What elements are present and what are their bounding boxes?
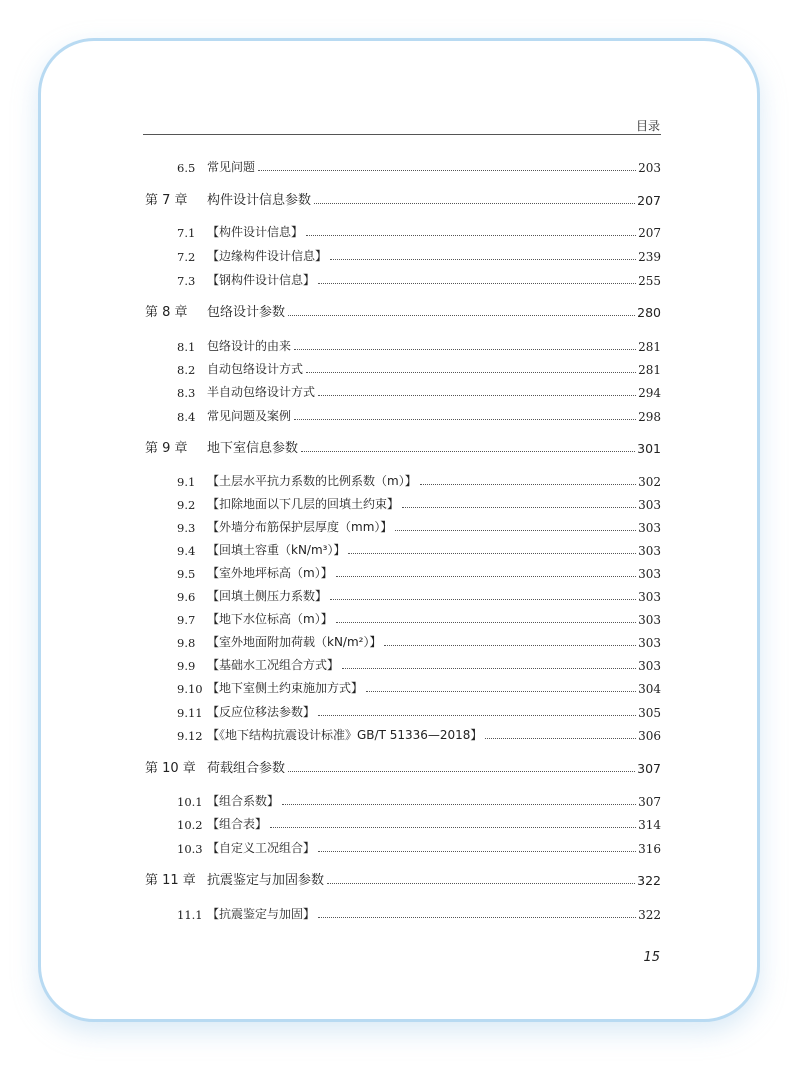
dot-leader: [318, 283, 636, 284]
dot-leader: [485, 738, 636, 739]
toc-section-entry[interactable]: [0, 725, 800, 743]
section-title: 【边缘构件设计信息】: [207, 249, 328, 263]
toc-chapter-entry[interactable]: [0, 758, 800, 776]
dot-leader: [314, 203, 635, 204]
chapter-number: 第 7 章: [145, 193, 188, 208]
chapter-number: 第 10 章: [145, 761, 196, 776]
dot-leader: [318, 851, 636, 852]
chapter-title: 包络设计参数: [207, 305, 286, 320]
running-header-title: 目录: [635, 119, 660, 133]
dot-leader: [294, 419, 636, 420]
page-ref: 301: [637, 441, 661, 456]
dot-leader: [318, 715, 636, 716]
toc-section-entry[interactable]: [0, 270, 800, 288]
page-ref: 303: [638, 590, 661, 604]
page-ref: 306: [638, 729, 661, 743]
section-title: 【土层水平抗力系数的比例系数（m）】: [207, 474, 417, 488]
toc-section-entry[interactable]: [0, 157, 800, 175]
page-ref: 303: [638, 567, 661, 581]
dot-leader: [288, 315, 635, 316]
toc-section-entry[interactable]: [0, 563, 800, 581]
page-ref: 302: [638, 475, 661, 489]
section-number: 9.9: [177, 659, 196, 673]
dot-leader: [348, 553, 636, 554]
chapter-title: 荷载组合参数: [207, 761, 286, 776]
section-title: 【外墙分布筋保护层厚度（mm）】: [207, 520, 393, 534]
dot-leader: [306, 235, 636, 236]
section-number: 7.1: [177, 226, 196, 240]
dot-leader: [258, 170, 636, 171]
page-ref: 281: [638, 340, 661, 354]
dot-leader: [336, 622, 636, 623]
section-title: 半自动包络设计方式: [207, 385, 316, 399]
dot-leader: [282, 804, 636, 805]
section-number: 7.2: [177, 250, 196, 264]
section-number: 9.1: [177, 475, 196, 489]
section-number: 10.3: [177, 842, 203, 856]
section-title: 【自定义工况组合】: [207, 841, 316, 855]
toc-section-entry[interactable]: [0, 540, 800, 558]
section-number: 9.5: [177, 567, 196, 581]
toc-section-entry[interactable]: [0, 517, 800, 535]
section-title: 【组合系数】: [207, 794, 280, 808]
section-number: 9.7: [177, 613, 196, 627]
section-title: 自动包络设计方式: [207, 362, 304, 376]
page-ref: 203: [638, 161, 661, 175]
toc-section-entry[interactable]: [0, 838, 800, 856]
dot-leader: [366, 691, 636, 692]
toc-section-entry[interactable]: [0, 336, 800, 354]
page-ref: 307: [637, 761, 661, 776]
section-title: 【扣除地面以下几层的回填土约束】: [207, 497, 400, 511]
dot-leader: [270, 827, 636, 828]
dot-leader: [420, 484, 636, 485]
chapter-number: 第 8 章: [145, 305, 188, 320]
chapter-number: 第 11 章: [145, 873, 196, 888]
page-ref: 303: [638, 636, 661, 650]
toc-section-entry[interactable]: [0, 632, 800, 650]
chapter-number: 第 9 章: [145, 441, 188, 456]
section-title: 常见问题及案例: [207, 409, 292, 423]
section-number: 9.11: [177, 706, 203, 720]
dot-leader: [330, 259, 636, 260]
toc-section-entry[interactable]: [0, 494, 800, 512]
section-number: 11.1: [177, 908, 203, 922]
section-title: 【钢构件设计信息】: [207, 273, 316, 287]
section-title: 【地下室侧土约束施加方式】: [207, 681, 364, 695]
page-ref: 314: [638, 818, 661, 832]
section-title: 【地下水位标高（m）】: [207, 612, 333, 626]
section-number: 9.8: [177, 636, 196, 650]
page-ref: 207: [638, 226, 661, 240]
dot-leader: [294, 349, 636, 350]
toc-section-entry[interactable]: [0, 222, 800, 240]
section-number: 8.4: [177, 410, 196, 424]
section-title: 【回填土容重（kN/m³）】: [207, 543, 346, 557]
section-number: 8.1: [177, 340, 196, 354]
page-ref: 316: [638, 842, 661, 856]
chapter-title: 构件设计信息参数: [207, 193, 312, 208]
section-number: 9.4: [177, 544, 196, 558]
section-number: 9.12: [177, 729, 203, 743]
dot-leader: [288, 771, 635, 772]
page-ref: 303: [638, 521, 661, 535]
section-title: 【基础水工况组合方式】: [207, 658, 340, 672]
dot-leader: [330, 599, 636, 600]
toc-section-entry[interactable]: [0, 406, 800, 424]
page-ref: 307: [638, 795, 661, 809]
section-title: 【室外地坪标高（m）】: [207, 566, 333, 580]
page-ref: 280: [637, 305, 661, 320]
chapter-title: 地下室信息参数: [207, 441, 299, 456]
dot-leader: [306, 372, 636, 373]
dot-leader: [395, 530, 636, 531]
section-number: 9.10: [177, 682, 203, 696]
toc-section-entry[interactable]: [0, 791, 800, 809]
page-ref: 304: [638, 682, 661, 696]
dot-leader: [327, 883, 635, 884]
section-number: 8.2: [177, 363, 196, 377]
section-title: 【抗震鉴定与加固】: [207, 907, 316, 921]
page-ref: 303: [638, 498, 661, 512]
toc-section-entry[interactable]: [0, 655, 800, 673]
section-title: 【反应位移法参数】: [207, 705, 316, 719]
section-number: 7.3: [177, 274, 196, 288]
page-number: 15: [643, 950, 660, 965]
page-ref: 305: [638, 706, 661, 720]
page-ref: 239: [638, 250, 661, 264]
page-ref: 298: [638, 410, 661, 424]
section-title: 【构件设计信息】: [207, 225, 304, 239]
toc-section-entry[interactable]: [0, 814, 800, 832]
header-rule: [143, 134, 661, 135]
section-title: 【《地下结构抗震设计标准》GB/T 51336—2018】: [207, 728, 483, 742]
toc-chapter-entry[interactable]: [0, 438, 800, 456]
page-ref: 322: [637, 873, 661, 888]
dot-leader: [384, 645, 636, 646]
page-ref: 294: [638, 386, 661, 400]
page-ref: 303: [638, 544, 661, 558]
section-number: 8.3: [177, 386, 196, 400]
page-ref: 303: [638, 659, 661, 673]
page-ref: 281: [638, 363, 661, 377]
toc-section-entry[interactable]: [0, 702, 800, 720]
section-number: 9.3: [177, 521, 196, 535]
section-number: 9.2: [177, 498, 196, 512]
toc-section-entry[interactable]: [0, 678, 800, 696]
section-number: 9.6: [177, 590, 196, 604]
toc-section-entry[interactable]: [0, 904, 800, 922]
section-number: 10.2: [177, 818, 203, 832]
section-title: 【回填土侧压力系数】: [207, 589, 328, 603]
chapter-title: 抗震鉴定与加固参数: [207, 873, 325, 888]
dot-leader: [402, 507, 636, 508]
page-ref: 255: [638, 274, 661, 288]
section-title: 【组合表】: [207, 817, 268, 831]
dot-leader: [342, 668, 636, 669]
page-ref: 207: [637, 193, 661, 208]
toc-chapter-entry[interactable]: [0, 870, 800, 888]
toc-section-entry[interactable]: [0, 359, 800, 377]
dot-leader: [318, 917, 636, 918]
toc-section-entry[interactable]: [0, 382, 800, 400]
dot-leader: [318, 395, 636, 396]
toc-section-entry[interactable]: [0, 609, 800, 627]
toc-section-entry[interactable]: [0, 471, 800, 489]
toc-section-entry[interactable]: [0, 246, 800, 264]
section-title: 常见问题: [207, 160, 256, 174]
section-title: 【室外地面附加荷载（kN/m²）】: [207, 635, 382, 649]
dot-leader: [301, 451, 635, 452]
section-title: 包络设计的由来: [207, 339, 292, 353]
toc-chapter-entry[interactable]: [0, 190, 800, 208]
toc-chapter-entry[interactable]: [0, 302, 800, 320]
section-number: 6.5: [177, 161, 196, 175]
toc-section-entry[interactable]: [0, 586, 800, 604]
page-ref: 322: [638, 908, 661, 922]
section-number: 10.1: [177, 795, 203, 809]
dot-leader: [336, 576, 636, 577]
page-ref: 303: [638, 613, 661, 627]
